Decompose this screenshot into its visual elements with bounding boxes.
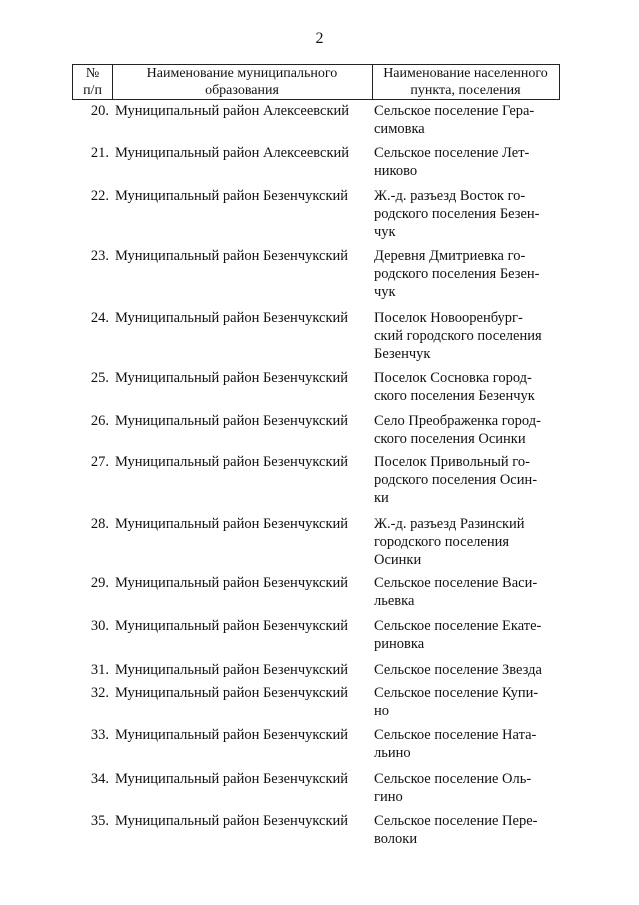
table-row: [72, 369, 560, 405]
settlement-name-line: ского поселения Осинки: [374, 431, 526, 447]
row-number: 25.: [90, 370, 109, 386]
municipality-name: Муниципальный район Безенчукский: [115, 310, 349, 326]
municipality-name: Муниципальный район Безенчукский: [115, 413, 349, 429]
settlement-name-line: Сельское поселение Екате-: [374, 618, 542, 634]
header-municipality: [112, 64, 373, 100]
settlement-name-line: Безенчук: [374, 346, 431, 362]
header-municipality-line: Наименование муниципального: [146, 66, 338, 81]
settlement-name-line: ский городского поселения: [374, 328, 542, 344]
table-row: [72, 574, 560, 610]
table-row: [72, 187, 560, 241]
settlement-name: [374, 369, 560, 405]
header-num: [72, 64, 113, 100]
table-row: [72, 617, 560, 653]
row-number: 22.: [90, 188, 109, 204]
table-header: [72, 64, 560, 102]
page-number: 2: [315, 30, 324, 47]
settlement-name-line: Сельское поселение Оль-: [374, 771, 532, 787]
settlement-name: [374, 144, 560, 180]
municipality-name: Муниципальный район Безенчукский: [115, 516, 349, 532]
settlement-name-line: Сельское поселение Пере-: [374, 813, 538, 829]
settlement-name: [374, 617, 560, 653]
settlement-name: [374, 812, 560, 848]
settlement-name-line: Осинки: [374, 552, 422, 568]
row-number: 32.: [90, 685, 109, 701]
municipality-name: Муниципальный район Безенчукский: [115, 575, 349, 591]
table-row: [72, 309, 560, 363]
row-number: 35.: [90, 813, 109, 829]
settlement-name-line: Сельское поселение Гера-: [374, 103, 535, 119]
table-row: [72, 726, 560, 762]
row-number: 27.: [90, 454, 109, 470]
settlement-name-line: ского поселения Безенчук: [374, 388, 535, 404]
settlement-name-line: городского поселения: [374, 534, 510, 550]
settlement-name: [374, 684, 560, 720]
settlement-name-line: Село Преображенка город-: [374, 413, 541, 429]
row-number: 21.: [90, 145, 109, 161]
table-row: [72, 661, 560, 679]
row-number: 24.: [90, 310, 109, 326]
table-row: [72, 453, 560, 507]
settlement-name-line: льино: [374, 745, 411, 761]
settlement-name-line: риновка: [374, 636, 425, 652]
row-number: 31.: [90, 662, 109, 678]
row-number: 26.: [90, 413, 109, 429]
settlement-name-line: Ж.-д. разъезд Восток го-: [374, 188, 526, 204]
municipality-name: Муниципальный район Безенчукский: [115, 813, 349, 829]
settlement-name-line: родского поселения Осин-: [374, 472, 538, 488]
settlement-name-line: симовка: [374, 121, 425, 137]
settlement-name-line: ки: [374, 490, 389, 506]
header-num-line: п/п: [83, 83, 102, 98]
settlement-name: [374, 102, 560, 138]
header-settlement-line: пункта, поселения: [410, 83, 521, 98]
municipality-name: Муниципальный район Безенчукский: [115, 248, 349, 264]
settlement-name: [374, 187, 560, 241]
settlement-name: [374, 726, 560, 762]
settlement-name: [374, 309, 560, 363]
settlement-name-line: чук: [374, 284, 396, 300]
header-num-line: №: [85, 66, 100, 81]
table-row: [72, 770, 560, 806]
row-number: 28.: [90, 516, 109, 532]
settlement-name-line: никово: [374, 163, 418, 179]
settlement-name-line: Сельское поселение Купи-: [374, 685, 539, 701]
municipality-name: Муниципальный район Безенчукский: [115, 618, 349, 634]
settlement-name: [374, 247, 560, 301]
municipality-name: Муниципальный район Безенчукский: [115, 662, 349, 678]
settlements-table: [72, 64, 560, 854]
settlement-name-line: но: [374, 703, 390, 719]
table-row: [72, 102, 560, 138]
municipality-name: Муниципальный район Безенчукский: [115, 685, 349, 701]
settlement-name-line: Сельское поселение Ната-: [374, 727, 537, 743]
table-row: [72, 247, 560, 301]
municipality-name: Муниципальный район Безенчукский: [115, 727, 349, 743]
settlement-name-line: гино: [374, 789, 403, 805]
settlement-name: [374, 412, 560, 448]
table-row: [72, 144, 560, 180]
municipality-name: Муниципальный район Безенчукский: [115, 370, 349, 386]
settlement-name-line: Поселок Сосновка город-: [374, 370, 532, 386]
header-settlement: [372, 64, 560, 100]
table-row: [72, 812, 560, 848]
table-row: [72, 412, 560, 448]
settlement-name-line: Деревня Дмитриевка го-: [374, 248, 526, 264]
settlement-name: [374, 453, 560, 507]
settlement-name-line: волоки: [374, 831, 418, 847]
settlement-name-line: Сельское поселение Звезда: [374, 662, 542, 678]
municipality-name: Муниципальный район Безенчукский: [115, 454, 349, 470]
settlement-name-line: Сельское поселение Васи-: [374, 575, 538, 591]
header-municipality-line: образования: [205, 83, 279, 98]
table-row: [72, 684, 560, 720]
row-number: 34.: [90, 771, 109, 787]
settlement-name-line: Поселок Привольный го-: [374, 454, 530, 470]
municipality-name: Муниципальный район Безенчукский: [115, 188, 349, 204]
row-number: 30.: [90, 618, 109, 634]
row-number: 29.: [90, 575, 109, 591]
settlement-name-line: Поселок Новооренбург-: [374, 310, 523, 326]
settlement-name: [374, 661, 560, 679]
settlement-name-line: родского поселения Безен-: [374, 206, 540, 222]
municipality-name: Муниципальный район Безенчукский: [115, 771, 349, 787]
table-body: [72, 102, 560, 848]
settlement-name-line: Сельское поселение Лет-: [374, 145, 530, 161]
row-number: 33.: [90, 727, 109, 743]
municipality-name: Муниципальный район Алексеевский: [115, 103, 350, 119]
row-number: 23.: [90, 248, 109, 264]
settlement-name-line: родского поселения Безен-: [374, 266, 540, 282]
settlement-name-line: Ж.-д. разъезд Разинский: [374, 516, 525, 532]
settlement-name-line: чук: [374, 224, 396, 240]
table-row: [72, 515, 560, 569]
settlement-name-line: льевка: [374, 593, 415, 609]
settlement-name: [374, 574, 560, 610]
header-settlement-line: Наименование населенного: [383, 66, 548, 81]
settlement-name: [374, 770, 560, 806]
settlement-name: [374, 515, 560, 569]
row-number: 20.: [90, 103, 109, 119]
municipality-name: Муниципальный район Алексеевский: [115, 145, 350, 161]
